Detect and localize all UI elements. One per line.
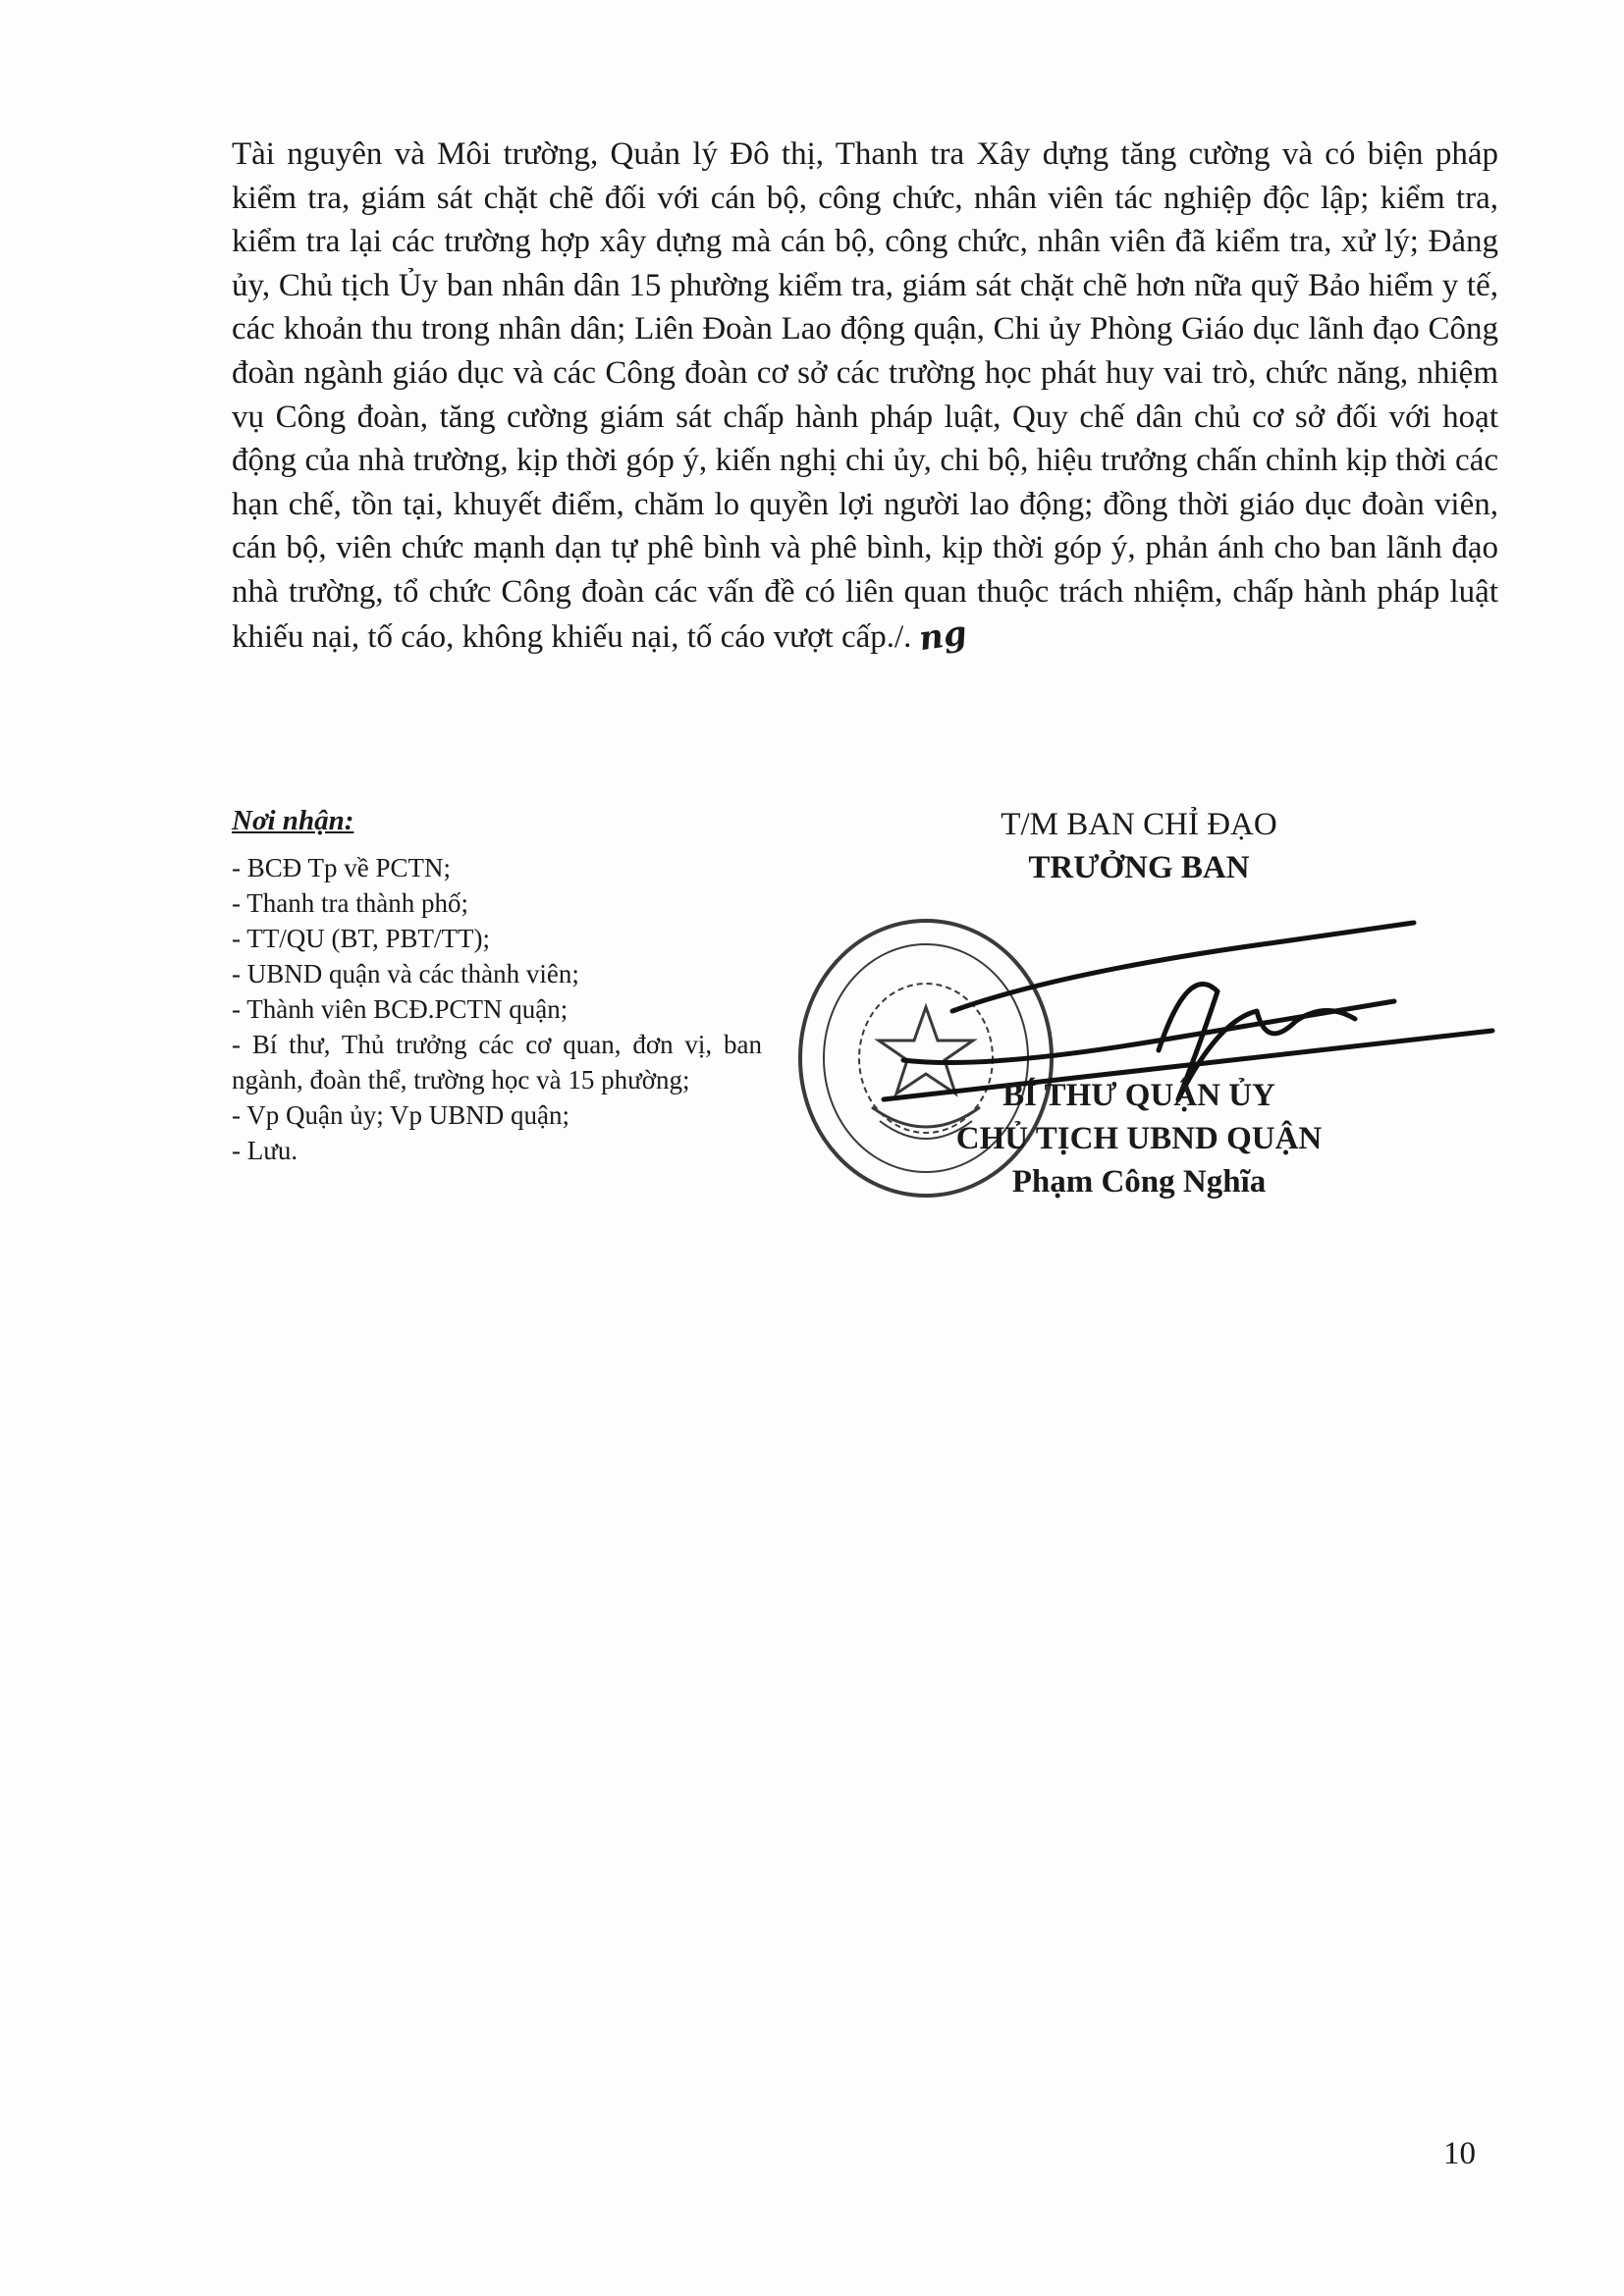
recipient-item: - Thành viên BCĐ.PCTN quận; bbox=[232, 994, 568, 1024]
recipient-item: - UBND quận và các thành viên; bbox=[232, 959, 579, 988]
recipients-section bbox=[232, 803, 762, 1168]
on-behalf-label: T/M BAN CHỈ ĐẠO bbox=[1001, 807, 1277, 842]
body-paragraph-text: Tài nguyên và Môi trường, Quản lý Đô thị, Thanh tra Xây dựng tăng cường và có biện pháp kiểm tra, giám sát chặt chẽ đối với cán bộ, công chức, nhân viên tác nghiệp độc lập; kiểm tra, kiểm tra lại các trường hợp xây dựng mà cán bộ, công chức, nhân viên đã kiểm tra, xử lý; Đảng ủy, Chủ tịch Ủy ban nhân dân 15 phường kiểm tra, giám sát chặt chẽ hơn nữa quỹ Bảo hiểm y tế, các khoản thu trong nhân dân; Liên Đoàn Lao động quận, Chi ủy Phòng Giáo dục lãnh đạo Công đoàn ngành giáo dục và các Công đoàn cơ sở các trường học phát huy vai trò, chức năng, nhiệm vụ Công đoàn, tăng cường giám sát chấp hành pháp luật, Quy chế dân chủ cơ sở đối với hoạt động của nhà trường, kịp thời góp ý, kiến nghị chi ủy, chi bộ, hiệu trưởng chấn chỉnh kịp thời các hạn chế, tồn tại, khuyết điểm, chăm lo quyền lợi người lao động; đồng thời giáo dục đoàn viên, cán bộ, viên chức mạnh dạn tự phê bình và phê bình, kịp thời góp ý, phản ánh cho ban lãnh đạo nhà trường, tổ chức Công đoàn các vấn đề có liên quan thuộc trách nhiệm, chấp hành pháp luật khiếu nại, tố cáo, không khiếu nại, tố cáo vượt cấp./. bbox=[232, 136, 1498, 655]
initials-mark: ng bbox=[916, 613, 970, 659]
signer-role: TRƯỞNG BAN bbox=[1028, 850, 1250, 885]
recipient-item: - Bí thư, Thủ trưởng các cơ quan, đơn vị, ban ngành, đoàn thể, trường học và 15 phường; bbox=[232, 1030, 762, 1095]
signer-title-2: CHỦ TỊCH UBND QUẬN bbox=[955, 1121, 1323, 1156]
recipient-item: - Vp Quận ủy; Vp UBND quận; bbox=[232, 1100, 569, 1130]
signer-name: Phạm Công Nghĩa bbox=[1011, 1164, 1267, 1200]
signature-space bbox=[884, 889, 1394, 1074]
recipients-title: Nơi nhận: bbox=[232, 805, 354, 836]
recipient-item: - Lưu. bbox=[232, 1136, 298, 1165]
recipient-item: - Thanh tra thành phố; bbox=[232, 888, 468, 918]
signature-block bbox=[884, 803, 1394, 1203]
recipients-list bbox=[232, 850, 762, 1168]
page-number: 10 bbox=[1443, 2136, 1476, 2171]
signer-title-1: BÍ THƯ QUẬN ỦY bbox=[1002, 1078, 1275, 1113]
recipient-item: - TT/QU (BT, PBT/TT); bbox=[232, 924, 490, 953]
recipient-item: - BCĐ Tp về PCTN; bbox=[232, 853, 452, 882]
body-paragraph bbox=[232, 133, 1498, 659]
